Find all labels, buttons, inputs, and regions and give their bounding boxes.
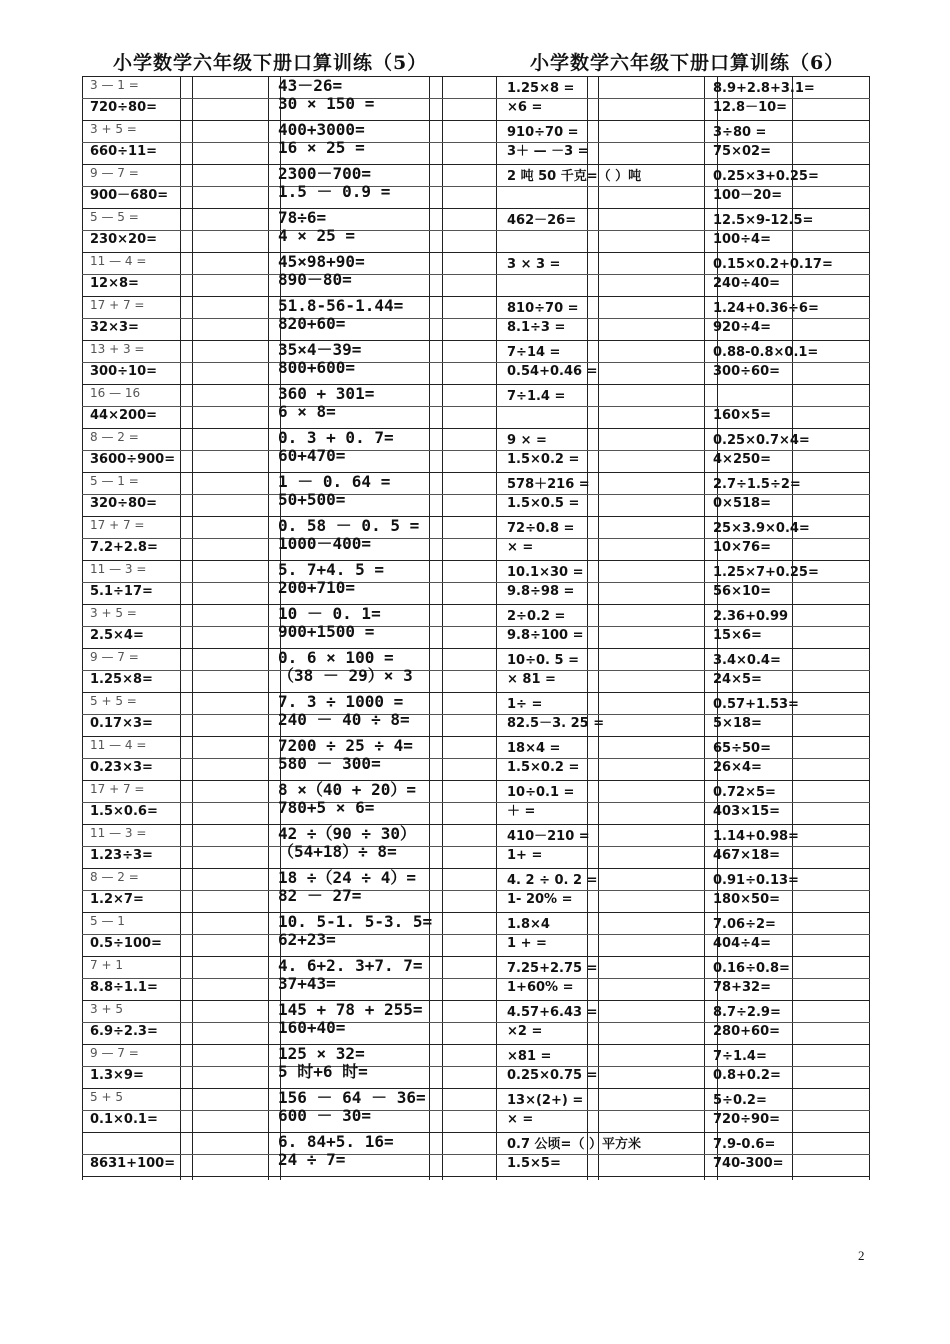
- problem-col-2: 42 ÷（90 ÷ 30）: [278, 824, 416, 843]
- problem-col-3: 810÷70 =: [507, 301, 579, 316]
- problem-col-4: 0.72×5=: [713, 785, 776, 800]
- row-mid-divider: [82, 274, 870, 275]
- problem-col-3b: 1.5×0.2 =: [507, 760, 580, 775]
- row-divider: [82, 824, 870, 825]
- problem-col-2: 400+3000=: [278, 120, 365, 139]
- problem-col-2: 78÷6=: [278, 208, 327, 227]
- row-mid-divider: [82, 450, 870, 451]
- problem-col-4: 25×3.9×0.4=: [713, 521, 810, 536]
- row-mid-divider: [82, 670, 870, 671]
- row-divider: [82, 428, 870, 429]
- row-divider: [82, 692, 870, 693]
- row-mid-divider: [82, 318, 870, 319]
- problem-col-1: 3600÷900=: [90, 452, 176, 467]
- fraction-problem: 3 + 5: [90, 1002, 123, 1016]
- problem-col-4b: 0×518=: [713, 496, 771, 511]
- problem-col-4b: 740-300=: [713, 1156, 784, 1171]
- problem-col-4b: 15×6=: [713, 628, 762, 643]
- row-mid-divider: [82, 406, 870, 407]
- row-mid-divider: [82, 978, 870, 979]
- problem-col-2: 0. 6 × 100 =: [278, 648, 394, 667]
- problem-col-2b: 50+500=: [278, 490, 346, 509]
- problem-col-1: 5.1÷17=: [90, 584, 153, 599]
- problem-col-3b: 1.5×0.5 =: [507, 496, 580, 511]
- problem-col-1: 1.25×8=: [90, 672, 153, 687]
- row-mid-divider: [82, 582, 870, 583]
- problem-col-4: 0.25×3+0.25=: [713, 169, 819, 184]
- problem-col-2b: 82 － 27=: [278, 886, 362, 905]
- row-mid-divider: [82, 230, 870, 231]
- row-mid-divider: [82, 1022, 870, 1023]
- problem-col-2b: 240 － 40 ÷ 8=: [278, 710, 410, 729]
- problem-col-4: 8.9+2.8+3.1=: [713, 81, 815, 96]
- problem-col-4b: 0.8+0.2=: [713, 1068, 781, 1083]
- problem-col-4b: 403×15=: [713, 804, 781, 819]
- row-divider: [82, 648, 870, 649]
- problem-col-1: 6.9÷2.3=: [90, 1024, 158, 1039]
- problem-col-2: 8 ×（40 + 20）=: [278, 780, 416, 799]
- problem-col-3: 910÷70 =: [507, 125, 579, 140]
- problem-col-3b: × =: [507, 540, 534, 555]
- problem-col-4b: 4×250=: [713, 452, 771, 467]
- fraction-problem: 8 — 2 =: [90, 430, 139, 444]
- row-divider: [82, 340, 870, 341]
- row-divider: [82, 736, 870, 737]
- row-divider: [82, 516, 870, 517]
- page-number: 2: [858, 1248, 865, 1263]
- row-mid-divider: [82, 846, 870, 847]
- problem-col-1: 0.5÷100=: [90, 936, 162, 951]
- problem-col-4: 3.4×0.4=: [713, 653, 781, 668]
- column-divider: [496, 76, 497, 1180]
- problem-col-4: 0.16÷0.8=: [713, 961, 790, 976]
- row-divider: [82, 1088, 870, 1089]
- problem-col-2: 4. 6+2. 3+7. 7=: [278, 956, 423, 975]
- problem-col-2: 0. 3 + 0. 7=: [278, 428, 394, 447]
- problem-col-2b: 30 × 150 =: [278, 94, 375, 113]
- problem-col-3: 1.25×8 =: [507, 81, 575, 96]
- problem-col-1: 230×20=: [90, 232, 158, 247]
- problem-col-1: 720÷80=: [90, 100, 158, 115]
- problem-col-2b: 1.5 － 0.9 =: [278, 182, 391, 201]
- problem-col-4b: 5×18=: [713, 716, 762, 731]
- problem-col-1: 1.3×9=: [90, 1068, 144, 1083]
- problem-col-1: 1.23÷3=: [90, 848, 153, 863]
- problem-col-4: 7÷1.4=: [713, 1049, 767, 1064]
- fraction-problem: 8 — 2 =: [90, 870, 139, 884]
- problem-col-1: 12×8=: [90, 276, 139, 291]
- problem-col-2b: 4 × 25 =: [278, 226, 356, 245]
- problem-col-4b: 467×18=: [713, 848, 781, 863]
- row-divider: [82, 868, 870, 869]
- problem-col-3: 72÷0.8 =: [507, 521, 575, 536]
- problem-col-4: 0.25×0.7×4=: [713, 433, 810, 448]
- problem-col-2b: 200+710=: [278, 578, 356, 597]
- problem-col-4: 0.15×0.2+0.17=: [713, 257, 833, 272]
- row-mid-divider: [82, 890, 870, 891]
- problem-col-2: 125 × 32=: [278, 1044, 365, 1063]
- problem-col-3: 1÷ =: [507, 697, 543, 712]
- problem-col-4: 1.25×7+0.25=: [713, 565, 819, 580]
- fraction-problem: 5 + 5 =: [90, 694, 137, 708]
- problem-col-2b: 780+5 × 6=: [278, 798, 375, 817]
- problem-col-3: 2÷0.2 =: [507, 609, 566, 624]
- row-divider: [82, 252, 870, 253]
- problem-col-3b: 1- 20% =: [507, 892, 573, 907]
- problem-col-3: 13×(2+) =: [507, 1093, 584, 1108]
- fraction-problem: 11 — 3 =: [90, 562, 147, 576]
- row-divider: [82, 76, 870, 77]
- problem-col-4b: 26×4=: [713, 760, 762, 775]
- problem-col-3: 7÷1.4 =: [507, 389, 566, 404]
- row-divider: [82, 604, 870, 605]
- problem-col-2b: 37+43=: [278, 974, 336, 993]
- problem-col-2: 0. 58 － 0. 5 =: [278, 516, 420, 535]
- row-mid-divider: [82, 758, 870, 759]
- row-divider: [82, 164, 870, 165]
- problem-col-2b: 580 － 300=: [278, 754, 381, 773]
- fraction-problem: 9 — 7 =: [90, 166, 139, 180]
- problem-col-4b: 720÷90=: [713, 1112, 781, 1127]
- row-divider: [82, 956, 870, 957]
- problem-col-3b: ＋ =: [507, 804, 536, 819]
- problem-col-4b: 10×76=: [713, 540, 771, 555]
- row-mid-divider: [82, 362, 870, 363]
- problem-col-1: 0.17×3=: [90, 716, 153, 731]
- problem-col-3b: ×2 =: [507, 1024, 543, 1039]
- problem-col-3: 9 × =: [507, 433, 547, 448]
- problem-col-3b: 1.5×5=: [507, 1156, 561, 1171]
- problem-col-4b: 160×5=: [713, 408, 771, 423]
- row-mid-divider: [82, 1110, 870, 1111]
- problem-col-4: 2.7÷1.5÷2=: [713, 477, 801, 492]
- column-divider: [704, 76, 705, 1180]
- fraction-problem: 11 — 3 =: [90, 826, 147, 840]
- row-divider: [82, 1044, 870, 1045]
- problem-col-4: 7.06÷2=: [713, 917, 776, 932]
- problem-col-3: 7÷14 =: [507, 345, 561, 360]
- problem-col-4: 3÷80 =: [713, 125, 767, 140]
- problem-col-2: 45×98+90=: [278, 252, 365, 271]
- problem-col-3b: × 81 =: [507, 672, 556, 687]
- problem-col-3: 10.1×30 =: [507, 565, 584, 580]
- problem-col-1: 2.5×4=: [90, 628, 144, 643]
- problem-col-4b: 12.8－10=: [713, 100, 788, 115]
- fraction-problem: 5 — 5 =: [90, 210, 139, 224]
- problem-col-2b: 890－80=: [278, 270, 352, 289]
- problem-col-1: 8.8÷1.1=: [90, 980, 158, 995]
- problem-col-4: 1.14+0.98=: [713, 829, 799, 844]
- problem-col-3b: 1+60% =: [507, 980, 574, 995]
- column-divider: [268, 76, 269, 1180]
- row-divider: [82, 780, 870, 781]
- problem-col-4b: 24×5=: [713, 672, 762, 687]
- problem-col-4: 5÷0.2=: [713, 1093, 767, 1108]
- problem-col-3: 7.25+2.75 =: [507, 961, 598, 976]
- problem-col-4b: 300÷60=: [713, 364, 781, 379]
- problem-col-2b: 62+23=: [278, 930, 336, 949]
- row-mid-divider: [82, 538, 870, 539]
- problem-col-2b: 16 × 25 =: [278, 138, 365, 157]
- table-border: [82, 76, 83, 1180]
- problem-col-4: 0.88-0.8×0.1=: [713, 345, 819, 360]
- problem-col-2b: 5 时+6 时=: [278, 1062, 368, 1081]
- problem-col-3b: 9.8÷98 =: [507, 584, 575, 599]
- problem-col-4b: 404÷4=: [713, 936, 771, 951]
- row-mid-divider: [82, 98, 870, 99]
- problem-col-4b: 78+32=: [713, 980, 771, 995]
- problem-col-3: 462－26=: [507, 213, 577, 228]
- problem-col-1: 300÷10=: [90, 364, 158, 379]
- fraction-problem: 3 + 5 =: [90, 606, 137, 620]
- column-divider: [598, 76, 599, 1180]
- problem-col-4b: 280+60=: [713, 1024, 781, 1039]
- problem-col-2b: 820+60=: [278, 314, 346, 333]
- row-mid-divider: [82, 626, 870, 627]
- row-divider: [82, 912, 870, 913]
- problem-col-3: 10÷0.1 =: [507, 785, 575, 800]
- fraction-problem: 17 + 7 =: [90, 518, 145, 532]
- fraction-problem: 5 — 1: [90, 914, 125, 928]
- problem-col-4: 8.7÷2.9=: [713, 1005, 781, 1020]
- row-divider: [82, 472, 870, 473]
- problem-col-3b: 3＋ — －3 =: [507, 144, 589, 159]
- fraction-problem: 5 — 1 =: [90, 474, 139, 488]
- problem-col-1: 32×3=: [90, 320, 139, 335]
- problem-col-2: 43－26=: [278, 76, 343, 95]
- problem-col-4: 65÷50=: [713, 741, 771, 756]
- fraction-problem: 11 — 4 =: [90, 738, 147, 752]
- problem-col-1: 660÷11=: [90, 144, 158, 159]
- problem-col-1: 1.2×7=: [90, 892, 144, 907]
- problem-col-4: 7.9-0.6=: [713, 1137, 776, 1152]
- problem-col-3b: 1 + =: [507, 936, 547, 951]
- row-divider: [82, 208, 870, 209]
- problem-col-2b: 160+40=: [278, 1018, 346, 1037]
- fraction-problem: 9 — 7 =: [90, 1046, 139, 1060]
- column-divider: [792, 76, 793, 1180]
- problem-col-3: 1.8×4: [507, 917, 550, 932]
- problem-col-3: 3 × 3 =: [507, 257, 561, 272]
- problem-col-1: 320÷80=: [90, 496, 158, 511]
- column-divider: [442, 76, 443, 1180]
- row-divider: [82, 120, 870, 121]
- problem-col-2: 35×4－39=: [278, 340, 362, 359]
- fraction-problem: 16 — 16: [90, 386, 141, 400]
- fraction-problem: 17 + 7 =: [90, 298, 145, 312]
- problem-col-4: 0.57+1.53=: [713, 697, 799, 712]
- problem-col-3: 410－210 =: [507, 829, 590, 844]
- problem-col-4: 2.36+0.99: [713, 609, 789, 624]
- problem-col-3: 4. 2 ÷ 0. 2 =: [507, 873, 598, 888]
- problem-col-4b: 920÷4=: [713, 320, 771, 335]
- problem-col-2b: 24 ÷ 7=: [278, 1150, 346, 1169]
- row-divider: [82, 1176, 870, 1177]
- problem-col-2b: （54+18）÷ 8=: [278, 842, 397, 861]
- row-mid-divider: [82, 802, 870, 803]
- row-divider: [82, 296, 870, 297]
- problem-col-2: 7200 ÷ 25 ÷ 4=: [278, 736, 413, 755]
- row-divider: [82, 560, 870, 561]
- row-mid-divider: [82, 186, 870, 187]
- row-mid-divider: [82, 1066, 870, 1067]
- problem-col-3b: 82.5－3. 25 =: [507, 716, 605, 731]
- column-divider: [192, 76, 193, 1180]
- column-divider: [180, 76, 181, 1180]
- row-divider: [82, 384, 870, 385]
- fraction-problem: 3 — 1 =: [90, 78, 139, 92]
- fraction-problem: 7 + 1: [90, 958, 123, 972]
- problem-col-3: 4.57+6.43 =: [507, 1005, 598, 1020]
- problem-col-2: 360 + 301=: [278, 384, 375, 403]
- problem-col-4: 0.91÷0.13=: [713, 873, 799, 888]
- problem-col-1: 8631+100=: [90, 1156, 176, 1171]
- right-sheet-title: 小学数学六年级下册口算训练（6）: [530, 52, 845, 74]
- problem-col-4b: 75×02=: [713, 144, 771, 159]
- problem-col-2b: 800+600=: [278, 358, 356, 377]
- problem-col-2: 5. 7+4. 5 =: [278, 560, 384, 579]
- problem-col-2: 6. 84+5. 16=: [278, 1132, 394, 1151]
- problem-col-4: 1.24+0.36÷6=: [713, 301, 819, 316]
- problem-col-2: 156 － 64 － 36=: [278, 1088, 426, 1107]
- problem-col-3b: 0.54+0.46 =: [507, 364, 598, 379]
- problem-col-2: 51.8-56-1.44=: [278, 296, 404, 315]
- problem-col-3b: 1.5×0.2 =: [507, 452, 580, 467]
- row-mid-divider: [82, 714, 870, 715]
- problem-col-3: 578＋216 =: [507, 477, 590, 492]
- problem-col-4b: 180×50=: [713, 892, 781, 907]
- problem-col-3b: 0.25×0.75 =: [507, 1068, 598, 1083]
- exercise-table: [82, 76, 870, 1180]
- row-divider: [82, 1000, 870, 1001]
- problem-col-3b: × =: [507, 1112, 534, 1127]
- fraction-problem: 9 — 7 =: [90, 650, 139, 664]
- problem-col-4b: 100÷4=: [713, 232, 771, 247]
- problem-col-2: 10. 5-1. 5-3. 5=: [278, 912, 433, 931]
- problem-col-4b: 56×10=: [713, 584, 771, 599]
- problem-col-4b: 240÷40=: [713, 276, 781, 291]
- row-mid-divider: [82, 934, 870, 935]
- problem-col-3: 10÷0. 5 =: [507, 653, 579, 668]
- fraction-problem: 5 + 5: [90, 1090, 123, 1104]
- fraction-problem: 3 + 5 =: [90, 122, 137, 136]
- problem-col-1: 900－680=: [90, 188, 169, 203]
- problem-col-3b: ×6 =: [507, 100, 543, 115]
- problem-col-2: 10 － 0. 1=: [278, 604, 381, 623]
- problem-col-3b: 9.8÷100 =: [507, 628, 584, 643]
- problem-col-2b: 1000－400=: [278, 534, 372, 553]
- problem-col-2b: 60+470=: [278, 446, 346, 465]
- problem-col-1: 7.2+2.8=: [90, 540, 158, 555]
- problem-col-2b: 6 × 8=: [278, 402, 336, 421]
- column-divider: [429, 76, 430, 1180]
- problem-col-3b: 8.1÷3 =: [507, 320, 566, 335]
- row-mid-divider: [82, 1154, 870, 1155]
- problem-col-2: 7. 3 ÷ 1000 =: [278, 692, 404, 711]
- problem-col-2b: （38 － 29）× 3: [278, 666, 413, 685]
- problem-col-3: 18×4 =: [507, 741, 561, 756]
- problem-col-4b: 100－20=: [713, 188, 783, 203]
- problem-col-1: 1.5×0.6=: [90, 804, 158, 819]
- problem-col-3: 0.7 公顷=（ ）平方米: [507, 1137, 641, 1152]
- problem-col-3: ×81 =: [507, 1049, 552, 1064]
- problem-col-3: 2 吨 50 千克=（ ）吨: [507, 169, 642, 184]
- problem-col-2b: 900+1500 =: [278, 622, 375, 641]
- left-sheet-title: 小学数学六年级下册口算训练（5）: [113, 52, 428, 74]
- fraction-problem: 17 + 7 =: [90, 782, 145, 796]
- problem-col-2: 145 + 78 + 255=: [278, 1000, 423, 1019]
- row-mid-divider: [82, 494, 870, 495]
- problem-col-1: 0.23×3=: [90, 760, 153, 775]
- problem-col-4: 12.5×9-12.5=: [713, 213, 814, 228]
- problem-col-1: 44×200=: [90, 408, 158, 423]
- fraction-problem: 13 + 3 =: [90, 342, 145, 356]
- table-border: [869, 76, 870, 1180]
- problem-col-1: 0.1×0.1=: [90, 1112, 158, 1127]
- problem-col-2b: 600 － 30=: [278, 1106, 372, 1125]
- fraction-problem: 11 — 4 =: [90, 254, 147, 268]
- problem-col-2: 2300－700=: [278, 164, 372, 183]
- row-mid-divider: [82, 142, 870, 143]
- problem-col-3b: 1+ =: [507, 848, 543, 863]
- problem-col-2: 18 ÷（24 ÷ 4）=: [278, 868, 416, 887]
- row-divider: [82, 1132, 870, 1133]
- problem-col-2: 1 － 0. 64 =: [278, 472, 391, 491]
